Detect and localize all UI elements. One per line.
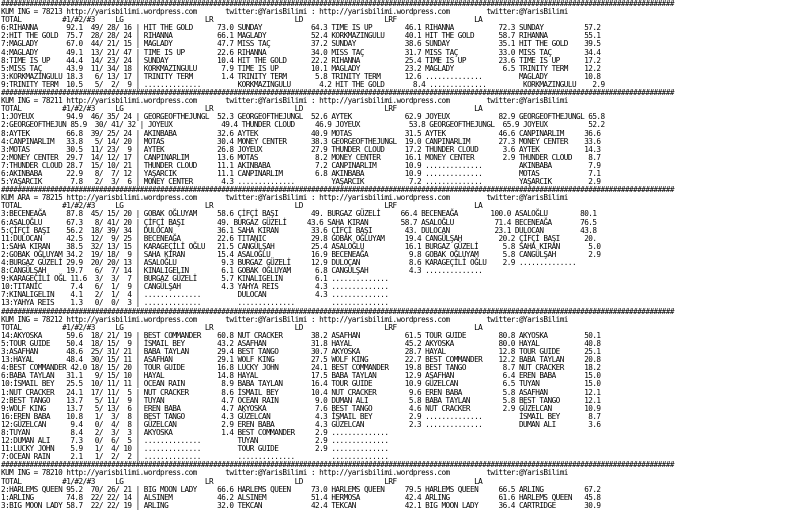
text-line: 8:TIME IS UP 44.4 14/ 23/ 24 | SUNDAY 10.4 HIT THE GOLD 22.2 RIHANNA 25.4 TIME IS UP 23.6 TIME IS UP 17.2	[1, 55, 601, 65]
text-line: 9:WOLF KING 13.7 5/ 13/ 6 | EREN BABA 4.7 AKYOSKA 7.6 BEST TANGO 4.6 NUT CRACKER 2.9 GÜZELCAN 10.9	[1, 403, 601, 413]
text-line: 2:HARLEMS QUEEN 95.2 70/ 26/ 21 | BIG MOON LADY 66.6 HARLEMS QUEEN 73.0 HARLEMS QUEEN 79.5 HARLEMS QUEEN 66.5 ARLING 67.2	[1, 484, 601, 494]
text-line: #####################################################################################################################################################################	[1, 460, 674, 470]
text-line: KUM ING = 78212 http://yarisbilimi.wordpress.com twitter:@YarisBilimi : http://yarisbilimi.wordpress.com twitter:@YarisBilimi	[1, 314, 568, 324]
text-line: 9:KARAGEÇİLİ OĞL 11.6 3/ 3/ 7 | BURGAZ GÜZELİ 5.7 KINALIGELIN 6.1 ..............	[1, 274, 389, 284]
text-line: 9:TRINITY TERM 10.5 5/ 2/ 9 | .............. KORKMAZINGULU 4.2 HIT THE GOLD 8.4 .............. KORKMAZINGULU 2.9	[1, 79, 605, 89]
text-line: 5:YAŞARCIK 7.8 2/ 3/ 6 | MONEY CENTER 4.3 .............. YAŞARCIK 7.2 .............. YAŞARCIK 2.9	[1, 177, 601, 187]
text-line: TOTAL #1/#2/#3 LG LR LD LRF LA	[1, 201, 483, 211]
text-line: 6:RIHANNA 92.1 49/ 28/ 16 | HIT THE GOLD 73.0 SUNDAY 64.3 TIME IS UP 46.1 RIHANNA 72.3 SUNDAY 57.2	[1, 23, 601, 33]
text-line: KUM ING = 78211 http://yarisbilimi.wordpress.com twitter:@YarisBilimi : http://yarisbilimi.wordpress.com twitter:@YarisBilimi	[1, 96, 568, 106]
text-line: TOTAL #1/#2/#3 LG LR LD LRF LA	[1, 15, 483, 25]
text-line: KUM ARA = 78215 http://yarisbilimi.wordpress.com twitter:@YarisBilimi : http://yarisbilimi.wordpress.com twitter:@YarisBilimi	[1, 193, 568, 203]
text-line: 12:GÜZELCAN 9.4 0/ 4/ 8 | GÜZELCAN 2.9 EREN BABA 4.3 GÜZELCAN 2.3 .............. DUMAN ALI 3.6	[1, 419, 601, 429]
text-line: 2:GEORGEOFTHEJUN 85.9 30/ 41/ 32 | JOYEUX 49.4 THUNDER CLOUD 46.9 JOYEUX 53.8 GEORGEOFTHEJUNGL 65.9 JOYEUX 52.2	[1, 120, 605, 130]
text-line: 1:JOYEUX 94.9 46/ 35/ 24 | GEORGEOFTHEJUNGL 52.3 GEORGEOFTHEJUNGL 52.6 AYTEK 62.9 JOYEUX 82.9 GEORGEOFTHEJUNGL 65.8	[1, 112, 605, 122]
text-line: KUM ING = 78210 http://yarisbilimi.wordpress.com twitter:@YarisBilimi : http://yarisbilimi.wordpress.com twitter:@YarisBilimi	[1, 468, 568, 478]
text-line: TOTAL #1/#2/#3 LG LR LD LRF LA	[1, 104, 483, 114]
text-line: 7:OCEAN RAIN 2.1 1/ 2/ 2 | .............. .............. ..............	[1, 452, 389, 462]
text-line: 16:EREN BABA 10.8 1/ 3/ 8 | BEST TANGO 4.3 GÜZELCAN 4.3 İSMAIL BEY 2.9 .............. İSMAIL BEY 8.7	[1, 411, 601, 421]
text-line: 10:İSMAIL BEY 25.5 10/ 11/ 11 | OCEAN RAIN 8.9 BABA TAYLAN 16.4 TOUR GUIDE 10.9 GÜZELCAN 6.5 TUYAN 15.0	[1, 379, 601, 389]
text-line: 4:BURGAZ GÜZELİ 29.9 20/ 20/ 13 | ASALOĞLU 9.3 BURGAZ GÜZELİ 12.9 DULOCAN 8.6 KARAGEÇİLİ OĞLU 2.9 ..............	[1, 258, 577, 267]
text-line: KUM ING = 78213 http://yarisbilimi.wordpress.com twitter:@YarisBilimi : http://yarisbilimi.wordpress.com twitter:@YarisBilimi	[1, 7, 568, 17]
text-line: #####################################################################################################################################################################	[1, 306, 674, 316]
text-line: 4:CANPINARLIM 33.8 5/ 14/ 20 | MOTAS 30.4 MONEY CENTER 38.3 GEORGEOFTHEJUNGL 19.0 CANPINARLIM 27.3 MONEY CENTER 33.6	[1, 136, 601, 146]
race-stats-text-document	[1, 0, 799, 528]
text-line: #####################################################################################################################################################################	[1, 185, 674, 195]
text-line: 3:ASAFHAN 48.6 25/ 31/ 21 | BABA TAYLAN 29.4 BEST TANGO 30.7 AKYOSKA 28.7 HAYAL 12.8 TOUR GUIDE 25.1	[1, 347, 601, 357]
text-line: TOTAL #1/#2/#3 LG LR LD LRF LA	[1, 322, 483, 332]
text-line: 4:MAGLADY 49.1 13/ 21/ 47 | TIME IS UP 22.6 RIHANNA 34.0 MISS TAÇ 31.7 MISS TAÇ 33.0 MISS TAÇ 34.4	[1, 47, 601, 57]
text-line: 13:HAYAL 48.4 30/ 15/ 11 | ASAFHAN 29.1 WOLF KING 27.5 WOLF KING 22.7 BEST COMMANDER 12.2 BABA TAYLAN 20.8	[1, 355, 601, 365]
text-line: 11:LUCKY JOHN 5.9 1/ 4/ 10 | .............. TOUR GUIDE 2.9 ..............	[1, 444, 389, 454]
text-line: 6:ASALOĞLU 67.3 8/ 41/ 20 | ÇİFÇİ BAŞI 49. BURGAZ GÜZELİ 43.6 SAHA KIRAN 58.7 ASALOĞLU 71.4 BECENEAĞA 76.5	[1, 217, 597, 227]
text-line: 1:SAHA KIRAN 38.5 32/ 13/ 15 | KARAGEÇİLİ OĞLU 21.5 CANGÜLŞAH 25.4 ASALOĞLU 16.1 BURGAZ GÜZELİ 5.8 SAHA KIRAN 5.0	[1, 241, 601, 251]
text-line: 2:BEST TANGO 13.7 5/ 11/ 9 | TUYAN 4.7 OCEAN RAIN 9.0 DUMAN ALI 5.8 BABA TAYLAN 5.8 BEST TANGO 12.1	[1, 395, 601, 405]
text-line: #####################################################################################################################################################################	[1, 88, 674, 98]
text-line: 2:MONEY CENTER 29.7 14/ 12/ 17 | CANPINARLIM 13.6 MOTAS 8.2 MONEY CENTER 16.1 MONEY CENTER 2.9 THUNDER CLOUD 8.7	[1, 152, 601, 162]
text-line: 3:BECENEAĞA 87.8 45/ 15/ 20 | GOBAK OĞLUYAM 58.6 ÇİFÇİ BAŞI 49. BURGAZ GÜZELİ 66.4 BECENEAĞA 100.0 ASALOĞLU 80.1	[1, 209, 597, 219]
text-line: 5:MISS TAÇ 43.9 11/ 34/ 18 | KORKMAZINGULU 7.9 TIME IS UP 10.1 MAGLADY 23.2 MAGLADY 6.5 TRINITY TERM 12.2	[1, 63, 601, 73]
text-line: #####################################################################################################################################################################	[1, 0, 674, 8]
text-line: 1:ARLING 74.8 22/ 22/ 14 | ALSINEM 46.2 ALSINEM 51.4 HERMOSA 42.4 ARLING 61.6 HARLEMS QUEEN 45.8	[1, 492, 601, 502]
text-line: 7:THUNDER CLOUD 28.7 15/ 10/ 21 | THUNDER CLOUD 11.1 AKINBABA 7.2 CANPINARLIM 10.9 .............. AKINBABA 7.9	[1, 160, 601, 170]
text-line: 2:HIT THE GOLD 75.7 28/ 28/ 24 | RIHANNA 66.1 MAGLADY 52.4 KORKMAZINGULU 40.1 HIT THE GOLD 58.7 RIHANNA 55.1	[1, 31, 601, 41]
text-line: 6:AKINBABA 22.9 8/ 7/ 12 | YAŞARCIK 11.1 CANPINARLIM 6.8 AKINBABA 10.9 .............. MOTAS 7.1	[1, 168, 601, 178]
text-line: 6:BABA TAYLAN 31.1 9/ 15/ 10 | HAYAL 14.8 HAYAL 17.5 BABA TAYLAN 12.9 ASAFHAN 6.4 EREN BABA 15.0	[1, 371, 601, 381]
text-line: 3:BIG MOON LADY 58.7 22/ 22/ 19 | ARLING 32.0 TEKCAN 42.4 TEKCAN 42.1 BIG MOON LADY 36.4 CARTRIDGE 30.9	[1, 500, 601, 510]
text-line: 8:TUYAN 8.4 2/ 3/ 3 | AKYOSKA 1.4 BEST COMMANDER 2.9 ..............	[1, 427, 389, 437]
text-line: 10:TITANIC 7.4 6/ 1/ 9 | CANGÜLŞAH 4.3 YAHYA REIS 4.3 ..............	[1, 282, 389, 292]
text-line: 7:MAGLADY 67.0 44/ 21/ 15 | MAGLADY 47.7 MISS TAÇ 37.2 SUNDAY 38.6 SUNDAY 35.1 HIT THE GOLD 39.5	[1, 39, 601, 49]
text-line: 3:MOTAS 30.5 11/ 23/ 9 | AYTEK 26.8 JOYEUX 27.9 THUNDER CLOUD 17.2 THUNDER CLOUD 3.6 AYTEK 14.3	[1, 144, 601, 154]
text-line: 5:ÇİFÇİ BAŞI 56.2 18/ 39/ 34 | DULOCAN 36.1 SAHA KIRAN 33.6 ÇİFÇİ BAŞI 43. DULOCAN 23.1 DULOCAN 43.8	[1, 225, 597, 235]
text-line: TOTAL #1/#2/#3 LG LR LD LRF LA	[1, 476, 483, 486]
text-line: 11:DULOCAN 42.5 12/ 9/ 25 | BECENEAĞA 22.6 TITANIC 29.8 GOBAK OĞLUYAM 19.4 CANGÜLŞAH 20.2 ÇİFÇİ BAŞI 20.	[1, 233, 597, 243]
text-line: 3:KORKMAZINGULU 18.3 6/ 13/ 17 | TRINITY TERM 1.4 TRINITY TERM 5.8 TRINITY TERM 12.6 .............. MAGLADY 10.8	[1, 71, 601, 81]
text-line: 7:KINALIGELIN 4.1 2/ 1/ 4 | .............. DULOCAN 4.3 ..............	[1, 290, 389, 300]
text-line: 5:TOUR GUIDE 50.4 18/ 15/ 9 | İSMAIL BEY 43.2 ASAFHAN 31.8 HAYAL 45.2 AKYOSKA 80.0 HAYAL 40.8	[1, 338, 601, 348]
text-line: 8:CANGÜLŞAH 19.7 6/ 7/ 14 | KINALIGELIN 6.1 GOBAK OĞLUYAM 6.8 CANGÜLŞAH 4.3 ..............	[1, 266, 483, 276]
text-line: 12:DUMAN ALI 7.3 0/ 6/ 5 | .............. TUYAN 2.9 ..............	[1, 436, 389, 446]
text-line: 4:BEST COMMANDER 42.0 18/ 15/ 20 | TOUR GUIDE 16.8 LUCKY JOHN 24.1 BEST COMMANDER 19.8 BEST TANGO 8.7 NUT CRACKER 18.2	[1, 363, 601, 373]
text-line: 1:NUT CRACKER 24.1 17/ 11/ 5 | NUT CRACKER 8.6 İSMAIL BEY 10.4 NUT CRACKER 9.6 EREN BABA 5.8 ASAFHAN 12.1	[1, 387, 601, 397]
text-line: 14:AKYOSKA 59.6 18/ 21/ 19 | BEST COMMANDER 60.8 NUT CRACKER 38.2 ASAFHAN 61.5 TOUR GUIDE 80.8 AKYOSKA 50.1	[1, 330, 601, 340]
text-line: 8:AYTEK 66.8 39/ 25/ 24 | AKINBABA 32.6 AYTEK 40.9 MOTAS 31.5 AYTEK 46.6 CANPINARLIM 36.6	[1, 128, 601, 138]
text-line: 2:GOBAK OĞLUYAM 34.2 19/ 18/ 9 | SAHA KIRAN 15.4 ASALOĞLU 16.9 BECENEAĞA 9.8 GOBAK OĞLUYAM 5.8 CANGÜLŞAH 2.9	[1, 249, 601, 259]
text-line: 13:YAHYA REIS 1.3 0/ 0/ 3 | .............. .............. ..............	[1, 298, 389, 308]
